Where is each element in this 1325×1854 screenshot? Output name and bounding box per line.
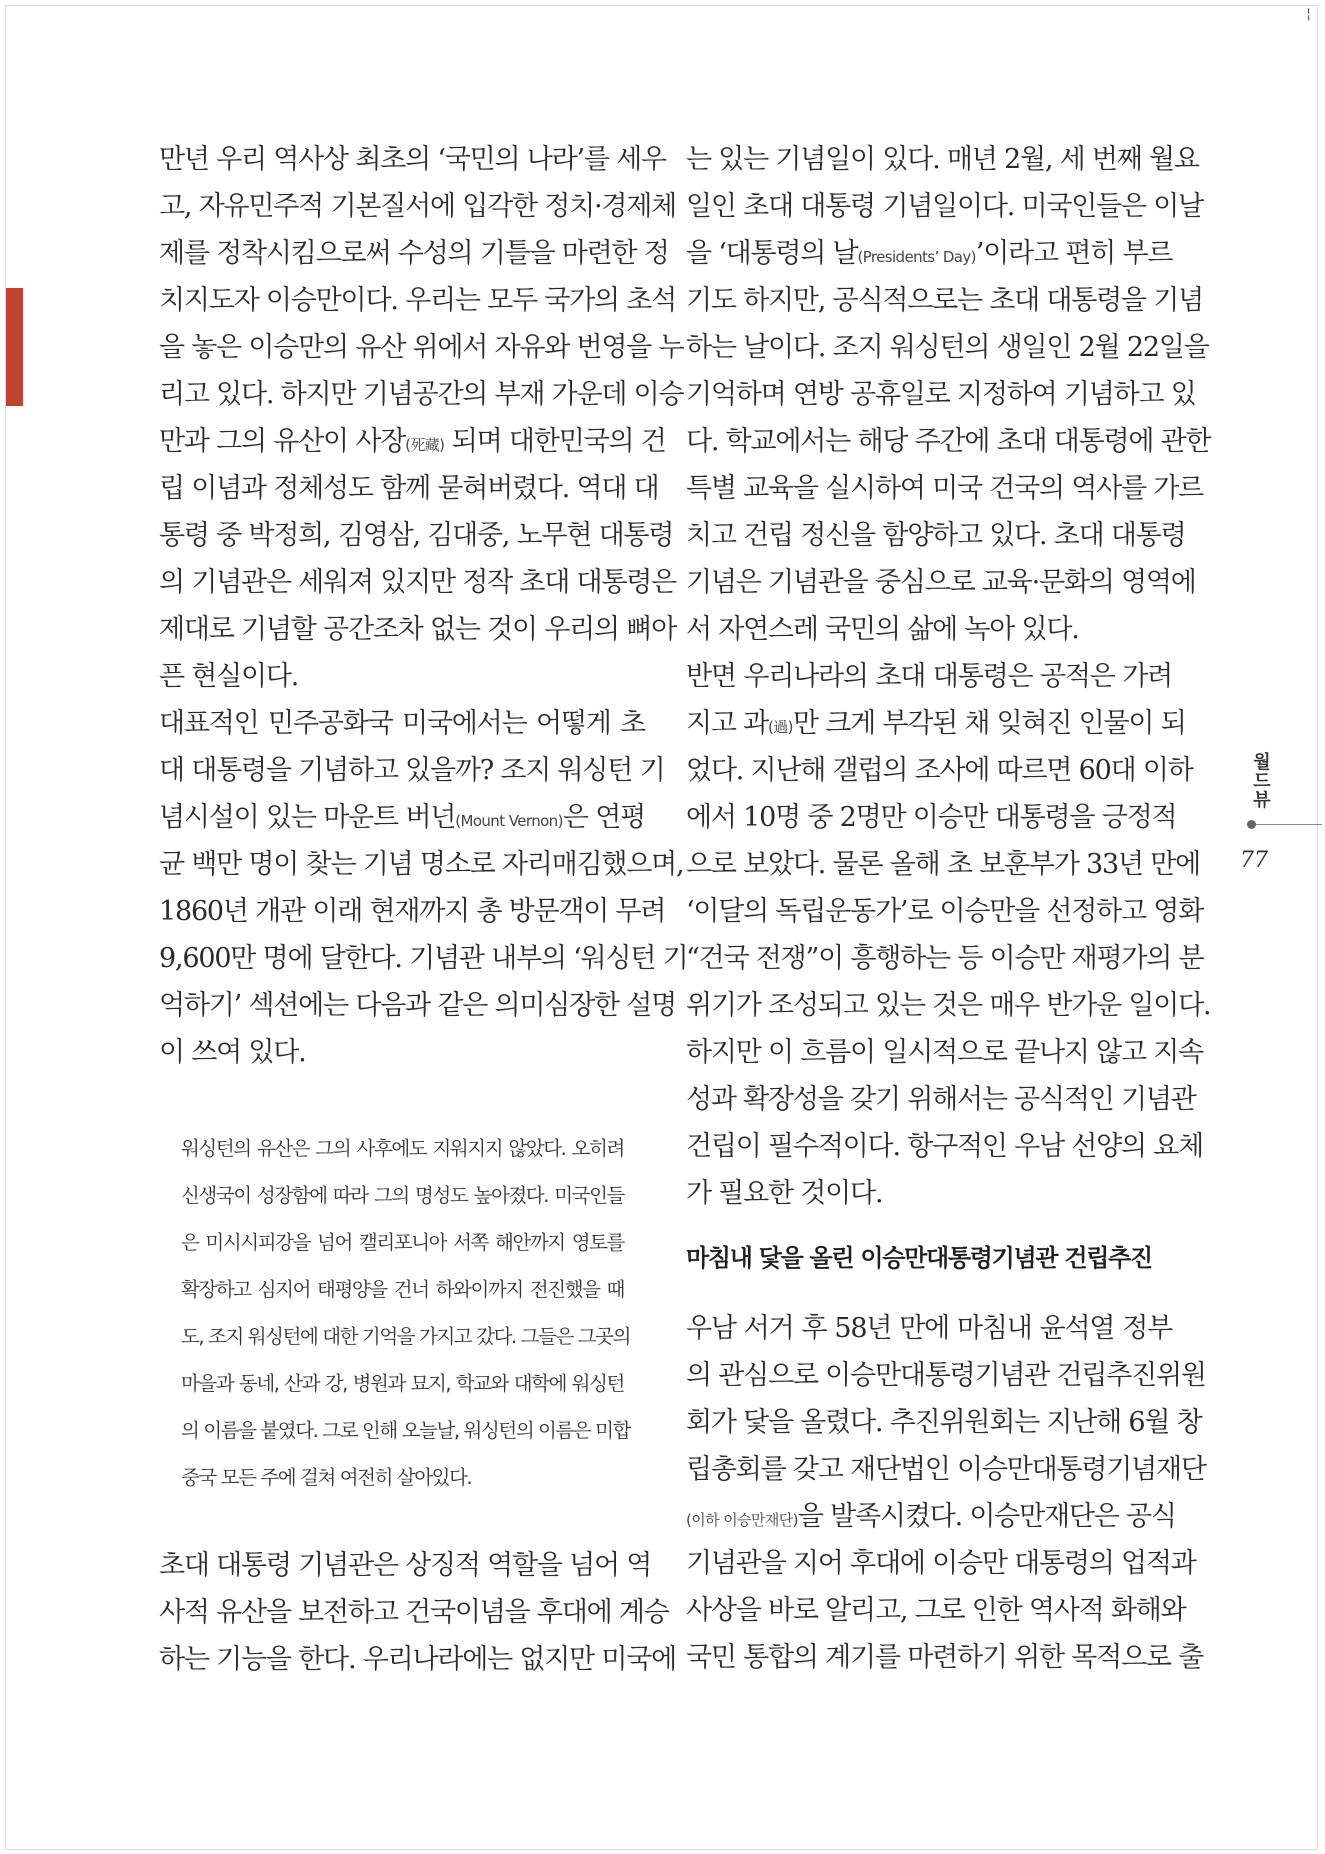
text-line: [686, 1076, 1196, 1123]
text-line: [159, 841, 684, 888]
text-line: [159, 606, 677, 653]
right-column-continued: [686, 1305, 1206, 1681]
text-line-body: 지고 과: [686, 708, 769, 739]
text-line-body: 하는 기능을 한다. 우리나라에는 없지만 미국에: [159, 1644, 677, 1675]
accent-bar: [6, 288, 23, 406]
annotation-note: (死藏): [405, 436, 445, 454]
text-line-body: 특별 교육을 실시하여 미국 건국의 역사를 가르: [686, 473, 1204, 504]
text-line: [686, 512, 1186, 559]
text-line-body: 일인 초대 대통령 기념일이다. 미국인들은 이날: [686, 191, 1204, 222]
quote-line: 확장하고 심지어 태평양을 건너 하와이까지 전진했을 때: [181, 1278, 624, 1301]
text-line: [686, 277, 1204, 324]
text-line: [159, 324, 684, 371]
right-column: [686, 136, 1211, 1217]
text-line-body: 의 관심으로 이승만대통령기념관 건립추진위원: [686, 1360, 1206, 1391]
text-line-body: 치지도자 이승만이다. 우리는 모두 국가의 초석: [159, 285, 677, 316]
text-line-body: 건립이 필수적이다. 항구적인 우남 선양의 요체: [686, 1131, 1204, 1162]
text-line: [686, 136, 1199, 183]
text-line: [159, 1029, 645, 1076]
text-line-body: 9,600만 명에 달한다. 기념관 내부의 ‘워싱턴 기: [159, 943, 688, 974]
text-line-body: 치고 건립 정신을 함양하고 있다. 초대 대통령: [686, 520, 1186, 551]
text-line-body-continued: 은 연평: [562, 802, 645, 833]
text-line: [159, 794, 645, 841]
text-line: [159, 700, 645, 747]
text-line: [159, 559, 677, 606]
quote-line: 워싱턴의 유산은 그의 사후에도 지워지지 않았다. 오히려: [181, 1137, 624, 1160]
text-line: [686, 700, 1186, 747]
text-line: [159, 935, 688, 982]
quote-line: 은 미시시피강을 넘어 캘리포니아 서쪽 해안까지 영토를: [181, 1231, 624, 1254]
text-line: [686, 465, 1204, 512]
text-line-body: 국민 통합의 계기를 마련하기 위한 목적으로 출: [686, 1642, 1204, 1673]
text-line-body: 을 놓은 이승만의 유산 위에서 자유와 번영을 누: [159, 332, 684, 363]
text-line-body: 하지만 이 흐름이 일시적으로 끝나지 않고 지속: [686, 1037, 1204, 1068]
text-line-body: 립총회를 갖고 재단법인 이승만대통령기념재단: [686, 1454, 1206, 1485]
text-line-body: 기념은 기념관을 중심으로 교육·문화의 영역에: [686, 567, 1196, 598]
text-line-body: 의 기념관은 세워져 있지만 정작 초대 대통령은: [159, 567, 677, 598]
text-line: [686, 653, 1172, 700]
text-line: [686, 1170, 1172, 1217]
text-line-body: 으로 보았다. 물론 올해 초 보훈부가 33년 만에: [686, 849, 1201, 880]
left-column-continued: [159, 1542, 677, 1683]
text-line: [686, 747, 1193, 794]
text-line-body: 제를 정착시킴으로써 수성의 기틀을 마련한 정: [159, 238, 669, 269]
text-line: [159, 277, 677, 324]
text-line-body-continued: ’이라고 편히 부르: [975, 238, 1173, 269]
text-line-body: 기도 하지만, 공식적으로는 초대 대통령을 기념: [686, 285, 1204, 316]
text-line-body: ‘이달의 독립운동가’로 이승만을 선정하고 영화: [686, 896, 1204, 927]
text-line-body: 서 자연스레 국민의 삶에 녹아 있다.: [686, 614, 1079, 645]
text-line: [686, 559, 1196, 606]
text-line-body: 통령 중 박정희, 김영삼, 김대중, 노무현 대통령: [159, 520, 674, 551]
text-line: [159, 1589, 669, 1636]
text-line: [686, 841, 1201, 888]
text-line: [159, 418, 666, 465]
text-line: [686, 230, 1172, 277]
section-marker-dot: [1247, 820, 1256, 829]
annotation-note: (Mount Vernon): [455, 812, 563, 830]
text-line-body: 는 있는 기념일이 있다. 매년 2월, 세 번째 월요: [686, 144, 1199, 175]
text-line: [159, 136, 666, 183]
text-line-body: “건국 전쟁”이 흥행하는 등 이승만 재평가의 분: [686, 943, 1204, 974]
text-line: [159, 747, 665, 794]
text-line: [686, 935, 1204, 982]
text-line-body: 제대로 기념할 공간조차 없는 것이 우리의 뼈아: [159, 614, 677, 645]
annotation-note: (이하 이승만재단): [686, 1511, 798, 1529]
text-line-body: 위기가 조성되고 있는 것은 매우 반가운 일이다.: [686, 990, 1211, 1021]
text-line-body-continued: 되며 대한민국의 건: [444, 426, 666, 457]
text-line: [686, 1493, 1176, 1540]
text-line: [686, 794, 1177, 841]
text-line-body: 하는 날이다. 조지 워싱턴의 생일인 2월 22일을: [686, 332, 1209, 363]
text-line: [159, 982, 677, 1029]
text-line: [686, 1540, 1196, 1587]
text-line: [686, 1352, 1206, 1399]
corner-mark: ¦: [1306, 6, 1311, 22]
text-line-body: 가 필요한 것이다.: [686, 1178, 883, 1209]
text-line: [159, 888, 666, 935]
text-line: [686, 888, 1204, 935]
section-heading: 마침내 닻을 올린 이승만대통령기념관 건립추진: [686, 1244, 1152, 1272]
section-label: 월드뷰: [1250, 752, 1271, 809]
text-line-body: 이 쓰여 있다.: [159, 1037, 306, 1068]
text-line-body: 균 백만 명이 찾는 기념 명소로 자리매김했으며,: [159, 849, 684, 880]
text-line: [159, 465, 659, 512]
quote-line: 마을과 동네, 산과 강, 병원과 묘지, 학교와 대학에 워싱턴: [181, 1372, 624, 1395]
section-marker-rule: [1256, 824, 1322, 825]
text-line-body: 에서 10명 중 2명만 이승만 대통령을 긍정적: [686, 802, 1177, 833]
text-line-body: 립 이념과 정체성도 함께 묻혀버렸다. 역대 대: [159, 473, 659, 504]
text-line-body: 고, 자유민주적 기본질서에 입각한 정치·경제체: [159, 191, 677, 222]
text-line: [159, 183, 677, 230]
text-line: [159, 230, 669, 277]
text-line-body: 만과 그의 유산이 사장: [159, 426, 406, 457]
quote-line: 의 이름을 붙였다. 그로 인해 오늘날, 워싱턴의 이름은 미합: [181, 1419, 631, 1442]
text-line: [159, 1542, 652, 1589]
text-line: [159, 653, 645, 700]
text-line-body: 념시설이 있는 마운트 버넌: [159, 802, 456, 833]
text-line: [686, 1305, 1172, 1352]
left-column: [159, 136, 688, 1076]
text-line: [686, 1029, 1204, 1076]
annotation-note: (過): [768, 718, 793, 736]
text-line-body-continued: 만 크게 부각된 채 잊혀진 인물이 되: [792, 708, 1186, 739]
text-line-body: 만년 우리 역사상 최초의 ‘국민의 나라’를 세우: [159, 144, 666, 175]
text-line-body: 리고 있다. 하지만 기념공간의 부재 가운데 이승: [159, 379, 684, 410]
text-line: [159, 371, 684, 418]
quote-block: [181, 1125, 631, 1501]
text-line-body: 초대 대통령 기념관은 상징적 역할을 넘어 역: [159, 1550, 652, 1581]
page-number: 77: [1240, 848, 1268, 873]
text-line-body: 을 ‘대통령의 날: [686, 238, 858, 269]
text-line-body: 억하기’ 섹션에는 다음과 같은 의미심장한 설명: [159, 990, 677, 1021]
text-line: [686, 371, 1196, 418]
text-line-body: 대 대통령을 기념하고 있을까? 조지 워싱턴 기: [159, 755, 665, 786]
text-line-body: 기념관을 지어 후대에 이승만 대통령의 업적과: [686, 1548, 1196, 1579]
text-line: [686, 1634, 1204, 1681]
text-line: [686, 982, 1211, 1029]
text-line: [686, 418, 1211, 465]
text-line: [686, 606, 1172, 653]
quote-line: 신생국이 성장함에 따라 그의 명성도 높아졌다. 미국인들: [181, 1184, 624, 1207]
text-line: [159, 1636, 677, 1683]
text-line-body: 픈 현실이다.: [159, 661, 299, 692]
text-line-body: 사상을 바로 알리고, 그로 인한 역사적 화해와: [686, 1595, 1186, 1626]
text-line-body-continued: 을 발족시켰다. 이승만재단은 공식: [797, 1501, 1176, 1532]
text-line-body: 사적 유산을 보전하고 건국이념을 후대에 계승: [159, 1597, 669, 1628]
text-line: [686, 324, 1209, 371]
text-line-body: 다. 학교에서는 해당 주간에 초대 대통령에 관한: [686, 426, 1211, 457]
quote-line: 중국 모든 주에 걸쳐 여전히 살아있다.: [181, 1466, 472, 1489]
text-line-body: 1860년 개관 이래 현재까지 총 방문객이 무려: [159, 896, 666, 927]
quote-line: 도, 조지 워싱턴에 대한 기억을 가지고 갔다. 그들은 그곳의: [181, 1325, 631, 1348]
text-line-body: 회가 닻을 올렸다. 추진위원회는 지난해 6월 창: [686, 1407, 1202, 1438]
text-line-body: 성과 확장성을 갖기 위해서는 공식적인 기념관: [686, 1084, 1196, 1115]
text-line: [686, 1587, 1186, 1634]
text-line: [686, 183, 1204, 230]
annotation-note: (Presidents’ Day): [857, 248, 976, 266]
text-line: [686, 1446, 1206, 1493]
text-line-body: 었다. 지난해 갤럽의 조사에 따르면 60대 이하: [686, 755, 1193, 786]
text-line: [686, 1399, 1202, 1446]
text-line: [686, 1123, 1204, 1170]
text-line-body: 대표적인 민주공화국 미국에서는 어떻게 초: [159, 708, 645, 739]
text-line: [159, 512, 674, 559]
text-line-body: 우남 서거 후 58년 만에 마침내 윤석열 정부: [686, 1313, 1172, 1344]
text-line-body: 반면 우리나라의 초대 대통령은 공적은 가려: [686, 661, 1172, 692]
text-line-body: 기억하며 연방 공휴일로 지정하여 기념하고 있: [686, 379, 1196, 410]
